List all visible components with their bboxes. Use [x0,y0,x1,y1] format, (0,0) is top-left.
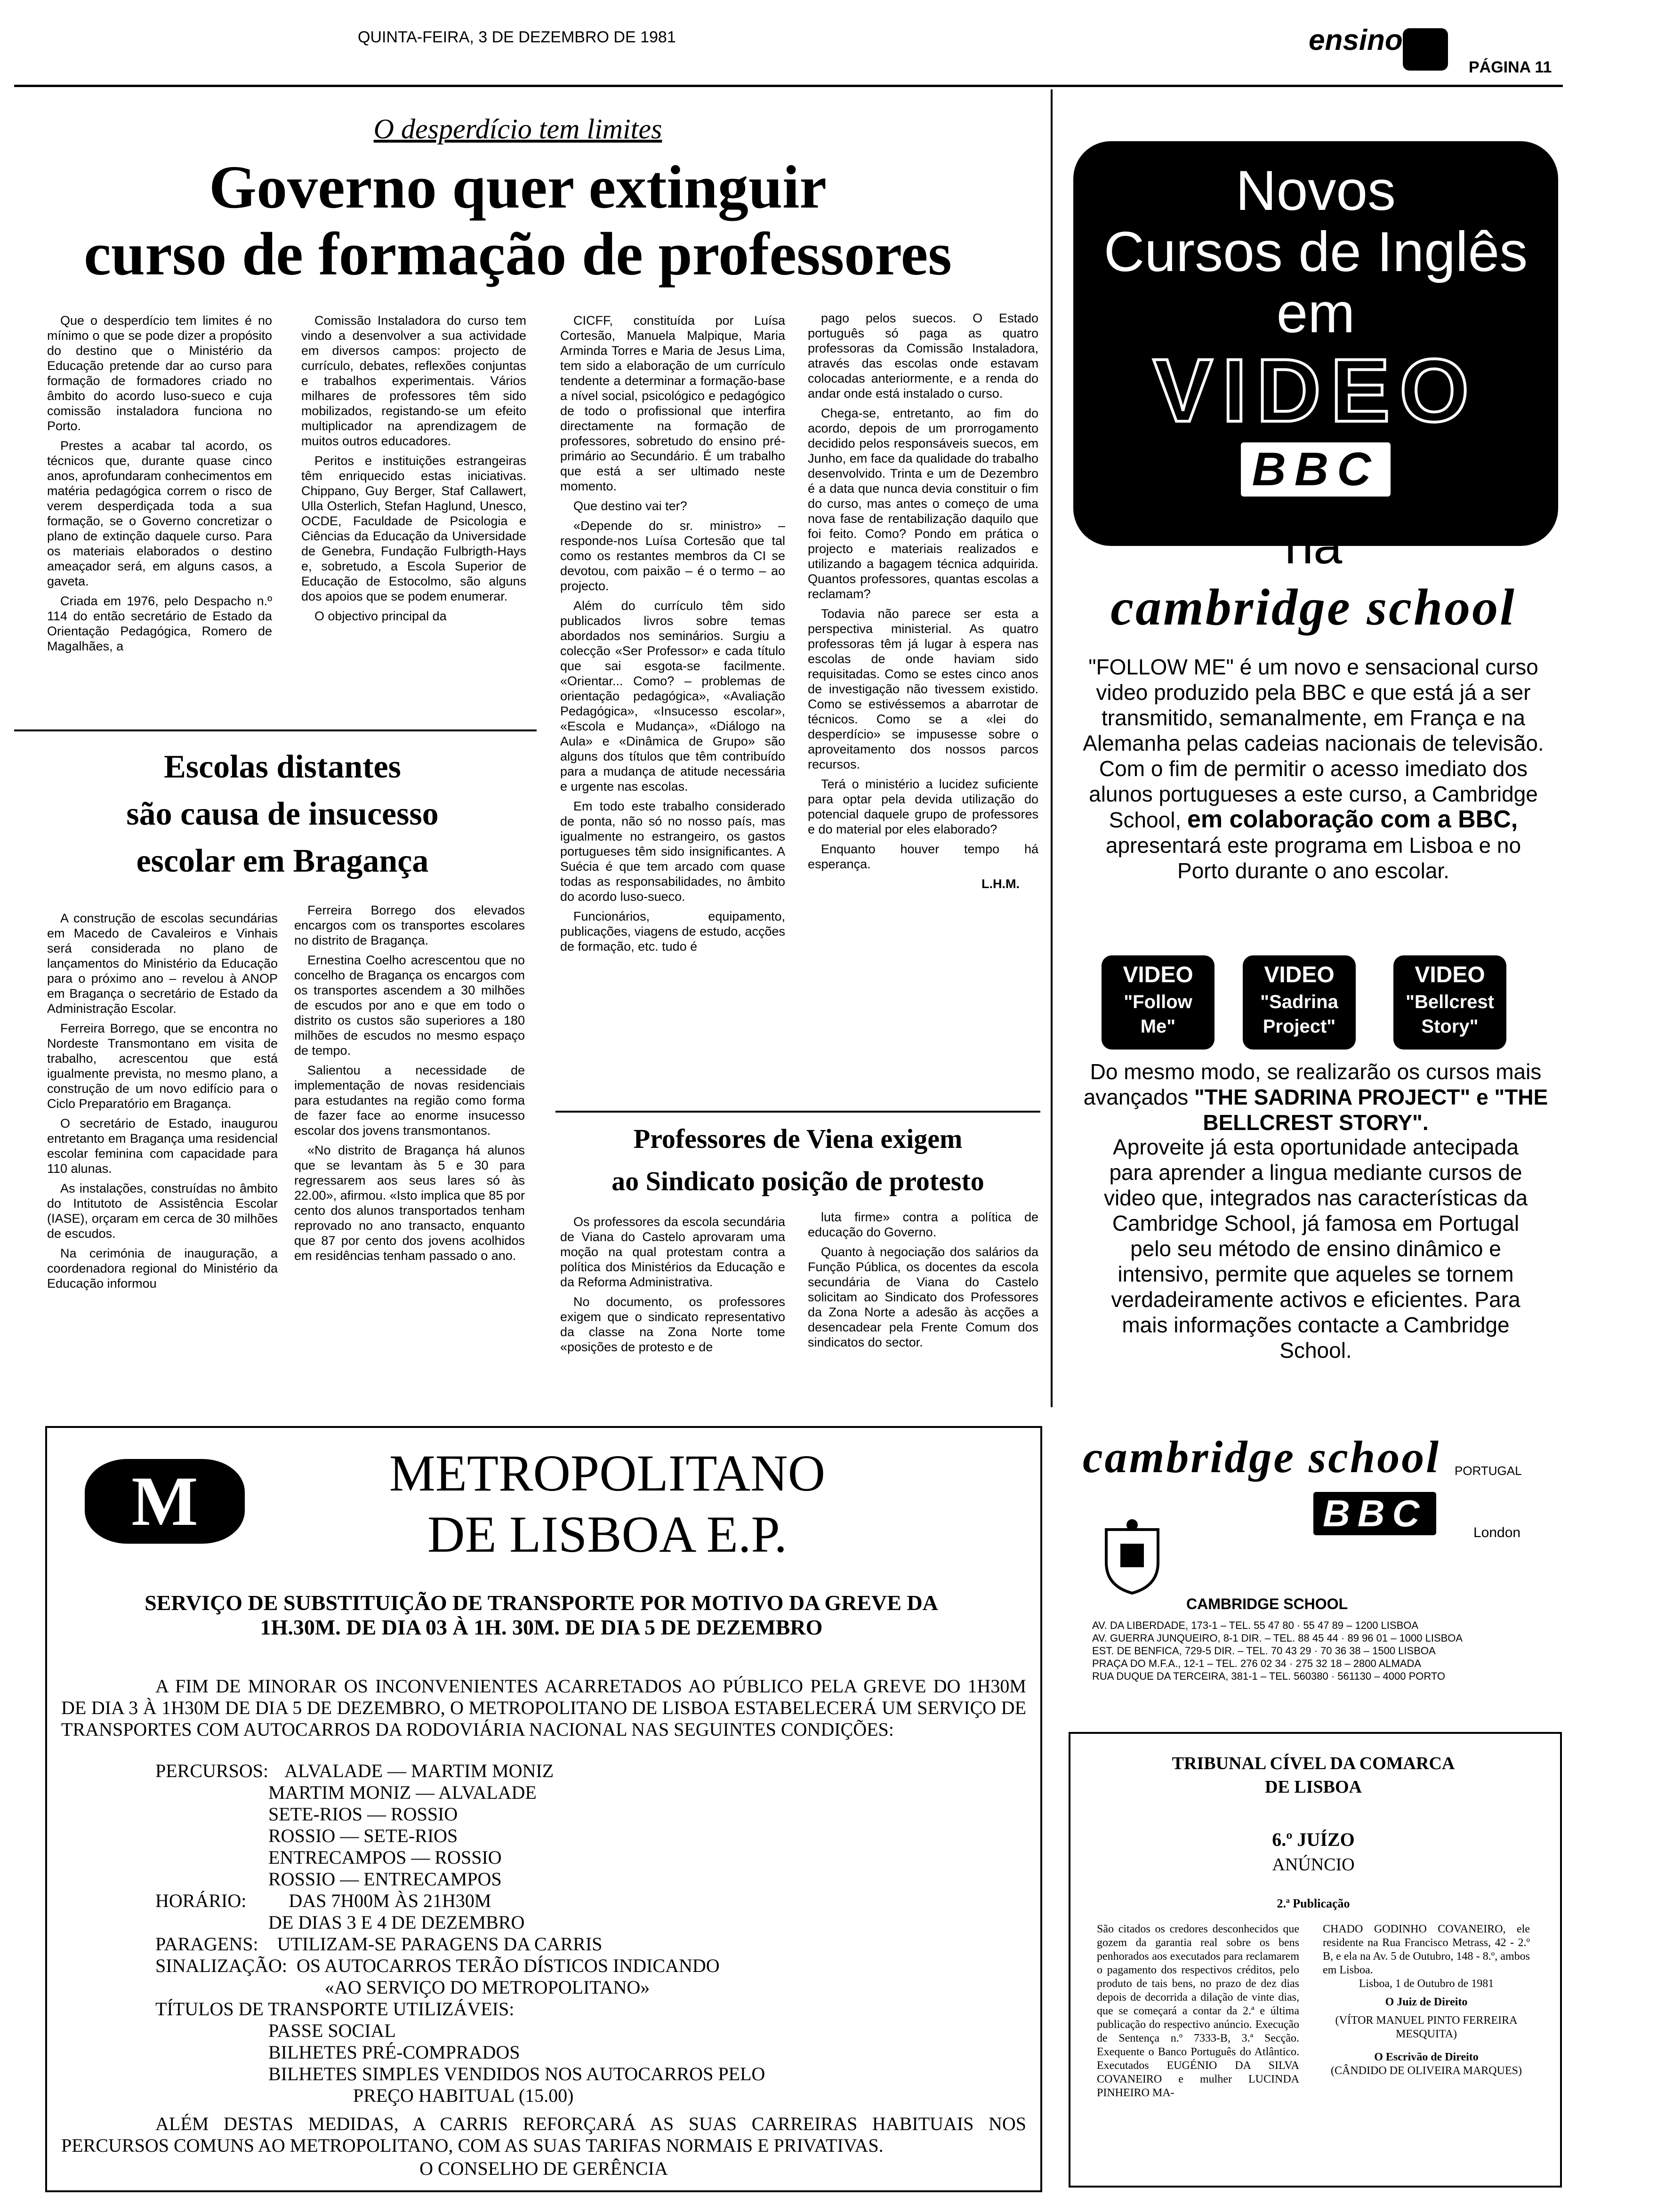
tribunal-right-col: CHADO GODINHO COVANEIRO, ele residente na Rua Francisco Metrass, 42 - 2.º B, e ela na Av. 5 de Outubro, 148 - 8.º, ambos em Lisboa. Lisboa, 1 de Outubro de 1981 O Juiz de Direito (VÍTOR MANUEL PINTO FERREIRA MESQUITA) O Escrivão de Direito (CÂNDIDO DE OLIVEIRA MARQUES) [1323,1923,1530,2077]
metro-closing: ALÉM DESTAS MEDIDAS, A CARRIS REFORÇARÁ AS SUAS CARREIRAS HABITUAIS NOS PERCURSOS COMUNS AO METROPOLITANO, COM AS SUAS TARIFAS NORMAIS E PRIVATIVAS. [61,2113,1026,2156]
video-button-bellcrest: VIDEO "Bellcrest Story" [1393,955,1506,1050]
tribunal-judge-title: O Juiz de Direito [1385,1996,1468,2008]
article1-headline-1: Governo quer extinguir [209,153,827,221]
article2-headline-3: escolar em Bragança [136,843,429,879]
video-button-follow-me: VIDEO "Follow Me" [1102,955,1215,1050]
ad-footer-gothic: cambridge school [1083,1432,1440,1482]
tribunal-clerk-name: (CÂNDIDO DE OLIVEIRA MARQUES) [1331,2065,1522,2077]
column-rule [1051,89,1053,1407]
header-rule [14,85,1563,87]
ad-footer-london: London [1473,1525,1521,1540]
metro-percursos: PERCURSOS: ALVALADE — MARTIM MONIZ MARTIM MONIZ — ALVALADE SETE-RIOS — ROSSIO ROSSIO — SETE-RIOS ENTRECAMPOS — ROSSIO ROSSIO — ENTRECAMPOS HORÁRIO: DAS 7H00M ÀS 21H30M DE DIAS 3 E 4 DE DEZEMBRO PARAGENS: UTILIZAM-SE PARAGENS DA CARRIS SINALIZAÇÃO: OS AUTOCARROS TERÃO DÍSTICOS INDICANDO «AO SERVIÇO DO METROPOLITANO» TÍTULOS DE TRANSPORTE UTILIZÁVEIS: PASSE SOCIAL BILHETES PRÉ-COMPRADOS BILHETES SIMPLES VENDIDOS NOS AUTOCARROS PELO PREÇO HABITUAL (15.00) [155,1760,765,2106]
tribunal-title-1: TRIBUNAL CÍVEL DA COMARCA [1172,1754,1455,1773]
article2-col2: Ferreira Borrego dos elevados encargos com os transportes escolares no distrito de Bragança. Ernestina Coelho acrescentou que no concelho de Bragança os encargos com os transportes ascendem a 30 milhões de escudos por ano e que em todo o distrito os custos são superiores a 180 milhões de escudos no mesmo espaço de tempo. Salientou a necessidade de implementação de novas residenciais para estudantes na região como forma de fazer face ao enorme insucesso escolar dos jovens transmontanos. «No distrito de Bragança há alunos que se levantam às 5 e 30 para regressarem aos seus lares só às 22.00», afirmou. «Isto implica que 85 por cento dos alunos transportados tenham reprovado no ano transacto, enquanto que 87 por cento dos jovens acolhidos em residências tenham passado o ano. [294,903,525,1263]
divider-art3 [555,1111,1040,1113]
ad-school-gothic: cambridge school [1110,578,1516,636]
divider-art1-art2 [14,729,537,731]
ad-body: "FOLLOW ME" é um novo e sensacional curso video produzido pela BBC e que está já a ser transmitido, semanalmente, em França e na Alemanha pelas cadeias nacionais de televisão. Com o fim de permitir o acesso imediato dos alunos portugueses a este curso, a Cambridge School, em colaboração com a BBC, apresentará este programa em Lisboa e no Porto durante o ano escolar. [1083,655,1544,883]
header-page-badge [1403,28,1448,71]
article1-col1: Que o desperdício tem limites é no mínimo o que se pode dizer a propósito do destino que o Ministério da Educação pretende dar ao curso para formação de formadores criado no âmbito do acordo luso-sueco e cuja comissão instaladora funciona no Porto. Prestes a acabar tal acordo, os técnicos que, durante quase cinco anos, aprofundaram conhecimentos em matéria pedagógica correm o risco de verem desperdiçada toda a sua formação, se o Governo concretizar o plano de extinção daquele curso. Para os materiais elaborados o destino ameaçador será, em alguns casos, a gaveta. Criada em 1976, pelo Despacho n.º 114 do então secretário de Estado da Orientação Pedagógica, Romero de Magalhães, a [47,313,272,653]
tribunal-publicacao: 2.ª Publicação [1277,1897,1350,1910]
header-date: QUINTA-FEIRA, 3 DE DEZEMBRO DE 1981 [358,28,676,46]
metro-subtitle-1: SERVIÇO DE SUBSTITUIÇÃO DE TRANSPORTE POR MOTIVO DA GREVE DA [145,1591,938,1615]
article3-col1: Os professores da escola secundária de Viana do Castelo aprovaram uma moção na qual protestam contra a política dos Ministérios da Educação e da Reforma Administrativa. No documento, os professores exigem que o sindicato representativo da classe na Zona Norte tome «posições de protesto e de [560,1215,785,1354]
tribunal-title-2: DE LISBOA [1265,1777,1362,1797]
article1-col2: Comissão Instaladora do curso tem vindo a desenvolver a sua actividade em diversos campos: projecto de currículo, debates, reflexões conjuntas e trabalhos experimentais. Vários milhares de professores têm sido mobilizados, registando-se um efeito multiplicador na aprendizagem de muitos outros educadores. Peritos e instituições estrangeiras têm enriquecido estas iniciativas. Chippano, Guy Berger, Staf Callawert, Ulla Osterlich, Stefan Haglund, Unesco, OCDE, Faculdade de Psicologia e Ciências da Educação da Universidade de Genebra, Fundação Fulbrigth-Hays e, sobretudo, a Escola Superior de Educação de Estocolmo, são alguns dos apoios que se podem enumerar. O objectivo principal da [301,313,526,623]
tribunal-anuncio: ANÚNCIO [1272,1855,1355,1875]
ad-footer-bbc-logo: BBC [1313,1492,1436,1535]
address-line: PRAÇA DO M.F.A., 12-1 – TEL. 276 02 34 · 275 32 18 – 2800 ALMADA [1092,1658,1422,1669]
tribunal-juizo: 6.º JUÍZO [1272,1829,1355,1850]
ad-tv-line3: em [1276,281,1355,345]
article2-col1: A construção de escolas secundárias em Macedo de Cavaleiros e Vinhais será considerada no plano de lançamentos do Ministério da Educação para o próximo ano – revelou à ANOP em Bragança o secretário de Estado da Administração Escolar. Ferreira Borrego, que se encontra no Nordeste Transmontano em visita de trabalho, acrescentou que está igualmente prevista, no mesmo plano, a construção de um novo edifício para o Ciclo Preparatório em Bragança. O secretário de Estado, inaugurou entretanto em Bragança uma residencial escolar feminina com capacidade para 110 alunas. As instalações, construídas no âmbito do Intitutoto de Assistência Escolar (IASE), orçaram em cerca de 30 milhões de escudos. Na cerimónia de inauguração, a coordenadora regional do Ministério da Educação informou [47,911,278,1290]
header-page: PÁGINA 11 [1469,58,1552,76]
article1-kicker: O desperdício tem limites [373,113,662,144]
tribunal-date: Lisboa, 1 de Outubro de 1981 [1359,1978,1494,1990]
metro-logo [85,1459,245,1544]
ad-tv-line2: Cursos de Inglês [1103,220,1528,283]
article2-headline-2: são causa de insucesso [126,796,439,832]
ad-na: na [1284,517,1343,575]
ad-crest-title: CAMBRIDGE SCHOOL [1186,1595,1348,1612]
ad-tv-line1: Novos [1235,159,1396,222]
metro-title-2: DE LISBOA E.P. [427,1506,787,1563]
article2-headline-1: Escolas distantes [164,749,401,785]
address-line: AV. GUERRA JUNQUEIRO, 8-1 DIR. – TEL. 88 45 44 · 89 96 01 – 1000 LISBOA [1092,1632,1463,1644]
article1-headline-2: curso de formação de professores [84,220,952,288]
ad-footer-country: PORTUGAL [1455,1464,1522,1478]
article3-headline-1: Professores de Viena exigem [633,1123,963,1154]
metro-subtitle-2: 1H.30M. DE DIA 03 À 1H. 30M. DE DIA 5 DE DEZEMBRO [260,1615,823,1639]
ad-body-final: Aproveite já esta oportunidade antecipada para aprender a lingua mediante cursos de video que, integrados nas características da Cambridge School, já famosa em Portugal pelo seu método de ensino dinâmico e intensivo, permite que aqueles se tornem verdadeiramente activos e eficientes. Para mais informações contacte a Cambridge School. [1103,1135,1528,1362]
ad-body-bold: em colaboração com a BBC, [1187,806,1518,833]
metro-title-1: METROPOLITANO [389,1444,826,1502]
tribunal-left-col: São citados os credores desconhecidos que gozem da garantia real sobre os bens penhorados aos executados para reclamarem o pagamento dos respectivos créditos, pelo produto de tais bens, no prazo de dez dias depois de decorrida a dilação de vinte dias, que se começará a contar da 2.ª e última publicação do respectivo anúncio. Execução de Sentença n.º 7333-B, 3.ª Secção. Exequente o Banco Português do Atlântico. Executados EUGÉNIO DA SILVA COVANEIRO e mulher LUCINDA PINHEIRO MA- [1097,1923,1299,2099]
tribunal-clerk-title: O Escrivão de Direito [1374,2051,1479,2063]
article1-byline: L.H.M. [981,877,1020,891]
metro-intro: A FIM DE MINORAR OS INCONVENIENTES ACARRETADOS AO PÚBLICO PELA GREVE DO 1H30M DE DIA 3 À 1H30M DE DIA 5 DE DEZEMBRO, O METROPOLITANO DE LISBOA ESTABELECERÁ UM SERVIÇO DE TRANSPORTES COM AUTOCARROS DA RODOVIÁRIA NACIONAL NAS SEGUINTES CONDIÇÕES: [61,1675,1026,1740]
article1-col3: CICFF, constituída por Luísa Cortesão, Manuela Malpique, Maria Arminda Torres e Maria de Jesus Lima, tem sido a elaboração de um currículo tendente a determinar a formação-base a nível social, psicológico e pedagógico de todo o profissional que interfira directamente na formação de professores, sobretudo do ensino pré-primário ao Secundário. É um trabalho que está a ser ultimado neste momento. Que destino vai ter? «Depende do sr. ministro» – responde-nos Luísa Cortesão que tal como os restantes membros da CI se devotou, com paixão – é o termo – ao projecto. Além do currículo têm sido publicados livros sobre temas abordados nos seminários. Surgiu a colecção «Ser Professor» e cada título que sai esgota-se facilmente. «Orientar... Como? – problemas de orientação pedagógica», «Avaliação Pedagógica», «Insucesso escolar», «Escola e Mudança», «Diálogo na Aula» e «Dinâmica de Grupo» são alguns dos títulos que têm contribuído para a mudança de atitude necessária e urgente nas escolas. Em todo este trabalho considerado de ponta, não só no nosso país, mas igualmente no estrangeiro, os gastos portugueses têm sido insignificantes. A Suécia é que tem arcado com quase todas as responsabilidades, no âmbito do acordo luso-sueco. Funcionários, equipamento, publicações, viagens de estudo, acções de formação, etc. tudo é [560,313,785,954]
ad-addresses [1092,1619,1553,1683]
cambridge-crest-icon [1092,1515,1172,1595]
article3-headline-2: ao Sindicato posição de protesto [611,1166,984,1196]
address-line: AV. DA LIBERDADE, 173-1 – TEL. 55 47 80 · 55 47 89 – 1200 LISBOA [1092,1619,1419,1631]
ad-tv-screen [1073,141,1558,546]
video-button-sadrina: VIDEO "Sadrina Project" [1243,955,1356,1050]
article3-col2: luta firme» contra a política de educação do Governo. Quanto à negociação dos salários da Função Pública, os docentes da escola secundária de Viana do Castelo solicitam ao Sindicato dos Professores da Zona Norte a adesão às acções a desencadear pela Frente Comum dos sindicatos do sector. [808,1210,1038,1349]
address-line: EST. DE BENFICA, 729-5 DIR. – TEL. 70 43 29 · 70 36 38 – 1500 LISBOA [1092,1645,1436,1657]
ad-tv-video: VIDEO [1153,341,1479,441]
address-line: RUA DUQUE DA TERCEIRA, 381-1 – TEL. 560380 · 561130 – 4000 PORTO [1092,1670,1446,1682]
ad-tv-bbc-logo: BBC [1241,442,1391,497]
article1-col4: pago pelos suecos. O Estado português só paga as quatro professoras da Comissão Instaladora, através das escolas onde estavam colocadas anteriormente, e a renda do andar onde está instalado o curso. Chega-se, entretanto, ao fim do acordo, depois de um prorrogamento decidido pelos responsáveis suecos, em Junho, em face da qualidade do trabalho desenvolvido. Trinta e um de Dezembro é a data que nunca devia constituir o fim do curso, mas antes o começo de uma nova fase de rentabilização daquilo que foi feito. Como? Pondo em prática o projecto e materiais realizados e utilizando a bagagem técnica adquirida. Quantos professores, quantas escolas a reclamam? Todavia não parece ser esta a perspectiva ministerial. As quatro professoras têm já lugar à espera nas escolas de onde haviam sido requisitadas. Como se estes cinco anos de investigação não tivessem existido. Como se estivéssemos a abarrotar de técnicos. Como se a «lei do desperdício» se impusesse sobre o aproveitamento dos nossos parcos recursos. Terá o ministério a lucidez suficiente para optar pela devida utilização do potencial daquele grupo de professores e do material por eles elaborado? Enquanto houver tempo há esperança. L.H.M. [808,311,1038,891]
header-section: ensino [1309,24,1403,56]
ad-body-advanced: Do mesmo modo, se realizarão os cursos mais avançados "THE SADRINA PROJECT" e "THE BELLCREST STORY". [1083,1059,1548,1135]
tribunal-judge-name: (VÍTOR MANUEL PINTO FERREIRA MESQUITA) [1335,2014,1518,2040]
metro-logo-letter: M [131,1462,198,1540]
metro-signature: O CONSELHO DE GERÊNCIA [419,2158,668,2179]
